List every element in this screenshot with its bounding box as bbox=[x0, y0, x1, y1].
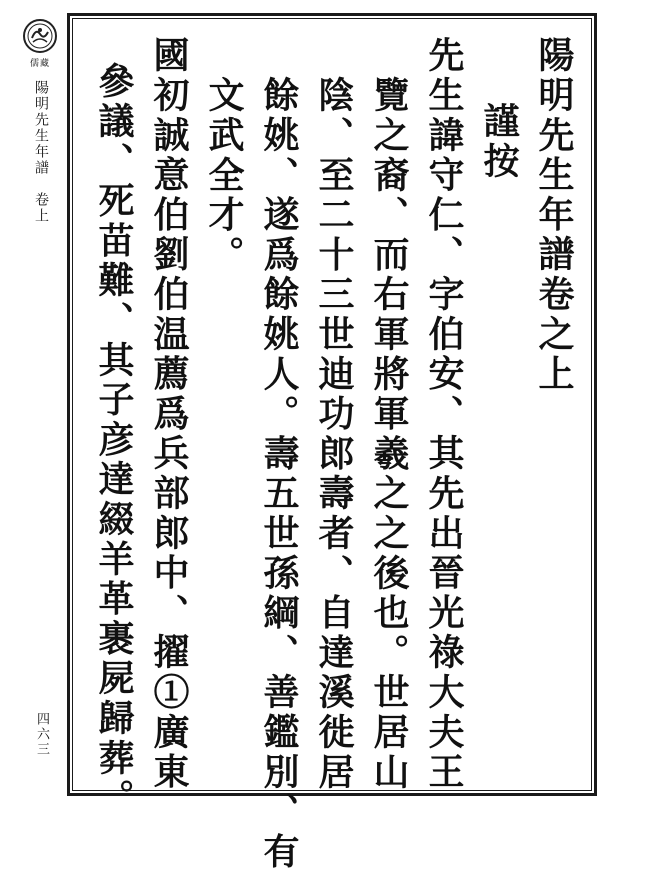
text-line: 國初誠意伯劉伯温薦爲兵部郎中、擢①廣東 bbox=[148, 36, 190, 793]
running-title: 陽明先生年譜 卷上 bbox=[33, 80, 49, 224]
collection-label: 儒藏 bbox=[29, 59, 50, 69]
text-line: 文武全才。 bbox=[203, 76, 245, 275]
text-line: 參議、死苗難、其子彦達綴羊革裹屍歸葬。 bbox=[93, 62, 135, 819]
text-line: 覽之裔、而右軍將軍羲之之後也。世居山 bbox=[368, 76, 410, 793]
main-text bbox=[86, 36, 581, 872]
text-line: 先生諱守仁、字伯安、其先出晉光祿大夫王 bbox=[423, 36, 465, 793]
text-line: 餘姚、遂爲餘姚人。壽五世孫綱、善鑑別、有 bbox=[258, 76, 300, 872]
collection-seal-icon bbox=[22, 18, 58, 54]
chapter-title: 陽明先生年譜卷之上 bbox=[533, 36, 575, 395]
note-heading: 謹按 bbox=[478, 102, 520, 182]
page-number: 四六三 bbox=[34, 712, 49, 757]
text-line: 陰、至二十三世迪功郎壽者、自達溪徙居 bbox=[313, 76, 355, 793]
page-margin bbox=[22, 18, 58, 808]
